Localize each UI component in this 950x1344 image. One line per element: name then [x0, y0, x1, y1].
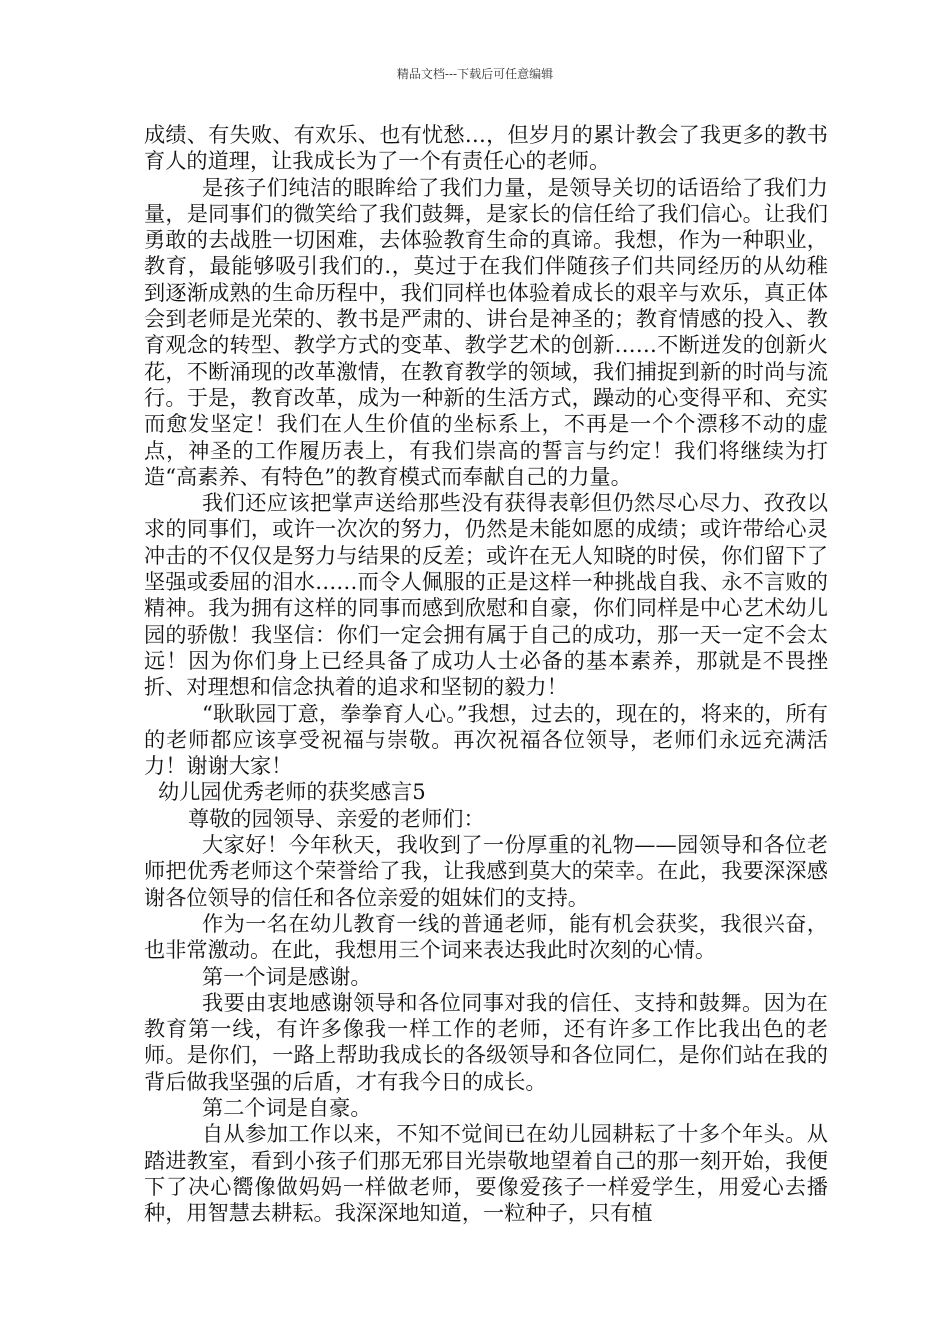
document-body — [144, 122, 828, 1226]
paragraph: 是孩子们纯洁的眼眸给了我们力量，是领导关切的话语给了我们力量，是同事们的微笑给了我们鼓舞，是家长的信任给了我们信心。让我们勇敢的去战胜一切困难，去体验教育生命的真谛。我想，作为一种职业，教育，最能够吸引我们的.，莫过于在我们伴随孩子们共同经历的从幼稚到逐渐成熟的生命历程中，我们同样也体验着成长的艰辛与欢乐，真正体会到老师是光荣的、教书是严肃的、讲台是神圣的；教育情感的投入、教育观念的转型、教学方式的变革、教学艺术的创新……不断迸发的创新火花，不断涌现的改革激情，在教育教学的领域，我们捕捉到新的时尚与流行。于是，教育改革，成为一种新的生活方式，躁动的心变得平和、充实而愈发坚定！我们在人生价值的坐标系上，不再是一个个漂移不动的虚点，神圣的工作履历表上，有我们崇高的誓言与约定！我们将继续为打造“高素养、有特色”的教育模式而奉献自己的力量。 — [144, 174, 828, 489]
subheading-paragraph: 第二个词是自豪。 — [202, 1094, 372, 1120]
paragraph: “耿耿园丁意，拳拳育人心。”我想，过去的，现在的，将来的，所有的老师都应该享受祝福与崇敬。再次祝福各位领导，老师们永远充满活力！谢谢大家！ — [144, 700, 828, 779]
paragraph: 作为一名在幼儿教育一线的普通老师，能有机会获奖，我很兴奋，也非常激动。在此，我想用三个词来表达我此时次刻的心情。 — [144, 910, 828, 963]
salutation: 尊敬的园领导、亲爱的老师们： — [188, 805, 485, 831]
paragraph-continuation: 成绩、有失败、有欢乐、也有忧愁…，但岁月的累计教会了我更多的教书育人的道理，让我成长为了一个有责任心的老师。 — [144, 122, 828, 174]
paragraph: 我要由衷地感谢领导和各位同事对我的信任、支持和鼓舞。因为在教育第一线，有许多像我一样工作的老师，还有许多工作比我出色的老师。是你们，一路上帮助我成长的各级领导和各位同仁，是你们站在我的背后做我坚强的后盾，才有我今日的成长。 — [144, 989, 828, 1094]
paragraph: 大家好！今年秋天，我收到了一份厚重的礼物——园领导和各位老师把优秀老师这个荣誉给了我，让我感到莫大的荣幸。在此，我要深深感谢各位领导的信任和各位亲爱的姐妹们的支持。 — [144, 832, 828, 910]
subheading-paragraph: 第一个词是感谢。 — [202, 963, 372, 989]
paragraph: 自从参加工作以来，不知不觉间已在幼儿园耕耘了十多个年头。从踏进教室，看到小孩子们那无邪目光崇敬地望着自己的那一刻开始，我便下了决心嚮像做妈妈一样做老师，要像爱孩子一样爱学生，用爱心去播种，用智慧去耕耘。我深深地知道，一粒种子，只有植 — [144, 1121, 828, 1226]
section-title: 幼儿园优秀老师的获奖感言5 — [158, 779, 426, 805]
paragraph: 我们还应该把掌声送给那些没有获得表彰但仍然尽心尽力、孜孜以求的同事们，或许一次次的努力，仍然是未能如愿的成绩；或许带给心灵冲击的不仅仅是努力与结果的反差；或许在无人知晓的时侯，你们留下了坚强或委屈的泪水……而令人佩服的正是这样一种挑战自我、永不言败的精神。我为拥有这样的同事而感到欣慰和自豪，你们同样是中心艺术幼儿园的骄傲！我坚信：你们一定会拥有属于自己的成功，那一天一定不会太远！因为你们身上已经具备了成功人士必备的基本素养，那就是不畏挫折、对理想和信念执着的追求和坚韧的毅力！ — [144, 490, 828, 700]
page-header: 精品文档---下载后可任意编辑 — [396, 67, 554, 81]
